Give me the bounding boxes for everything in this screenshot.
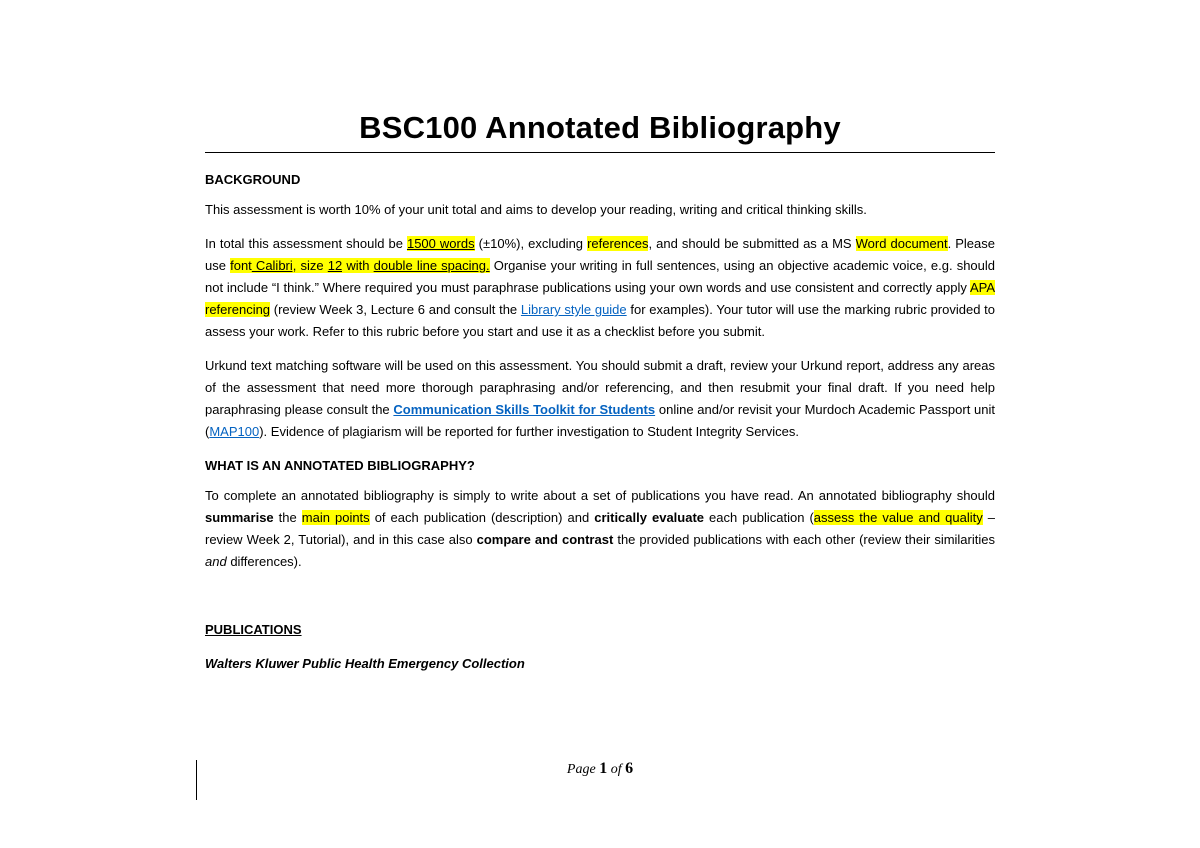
- highlight-references: references: [587, 236, 649, 251]
- highlight-word-count: 1500 words: [406, 236, 475, 251]
- document-page: [205, 100, 995, 675]
- highlight-with: with: [342, 258, 374, 273]
- page-word: Page: [566, 762, 600, 777]
- annotated-paragraph: [205, 485, 995, 573]
- text-run: To complete an annotated bibliography is simply to write about a set of publications you have read. An annotated bibliography should: [205, 488, 995, 503]
- text-run: each publication (: [704, 510, 814, 525]
- text-run: Urkund text matching software will be used on this assessment. You should submit a draft, review your Urkund report, address any areas of the assessment that need more thorough paraphrasing and/or referencing, and then resubmit your final draft. If you need help paraphrasing please consult the: [205, 358, 995, 417]
- background-paragraph-3: [205, 355, 995, 443]
- text-run: Organise your writing in full sentences, using an objective academic voice, e.g. should not include “I think.” Where required you must paraphrase publications using your own words and use consistent and correctly apply: [205, 258, 996, 295]
- highlight-assess-value: assess the value and quality: [813, 510, 983, 525]
- text-run: , and should be submitted as a MS: [648, 236, 856, 251]
- highlight-word-document: Word document: [855, 236, 948, 251]
- total-page-number: 6: [625, 760, 634, 777]
- highlight-font: font: [230, 258, 252, 273]
- highlight-size-12: 12: [327, 258, 343, 273]
- highlight-line-spacing: double line spacing.: [373, 258, 490, 273]
- highlight-size: size: [296, 258, 328, 273]
- background-heading: BACKGROUND: [205, 172, 301, 187]
- page-footer: [0, 760, 1200, 778]
- text-run: for examples). Your tutor will use the marking rubric provided to assess your work. Refer to this rubric before you start and use it as a checklist before you submit.: [205, 302, 996, 339]
- text-run: . Please use: [205, 236, 995, 273]
- text-run: the: [273, 510, 302, 525]
- document-title: BSC100 Annotated Bibliography: [205, 108, 995, 153]
- italic-and: and: [205, 554, 227, 569]
- text-run: differences).: [226, 554, 302, 569]
- text-run: the provided publications with each other (review their similarities: [613, 532, 995, 547]
- collection-title: Walters Kluwer Public Health Emergency Collection: [205, 656, 525, 671]
- text-run: – review Week 2, Tutorial), and in this case also: [205, 510, 996, 547]
- text-run: ). Evidence of plagiarism will be reported for further investigation to Student Integrity Services.: [259, 424, 799, 439]
- text-run: online and/or revisit your Murdoch Academic Passport unit (: [205, 402, 996, 439]
- bold-summarise: summarise: [205, 510, 274, 525]
- communication-toolkit-link[interactable]: Communication Skills Toolkit for Students: [393, 402, 656, 417]
- background-paragraph-2: [205, 233, 995, 343]
- bold-critically-evaluate: critically evaluate: [594, 510, 705, 525]
- bold-compare-contrast: compare and contrast: [476, 532, 614, 547]
- of-word: of: [607, 762, 626, 777]
- highlight-calibri: Calibri,: [251, 258, 297, 273]
- annotated-bibliography-heading: WHAT IS AN ANNOTATED BIBLIOGRAPHY?: [205, 458, 475, 473]
- background-paragraph-1: This assessment is worth 10% of your unit total and aims to develop your reading, writing and critical thinking skills.: [205, 202, 867, 217]
- text-run: In total this assessment should be: [205, 236, 407, 251]
- highlight-apa-referencing: APA referencing: [205, 280, 995, 317]
- text-run: (review Week 3, Lecture 6 and consult the: [270, 302, 521, 317]
- text-run: (±10%), excluding: [474, 236, 588, 251]
- publications-heading: PUBLICATIONS: [205, 622, 302, 637]
- map100-link[interactable]: MAP100: [209, 424, 260, 439]
- library-style-guide-link[interactable]: Library style guide: [520, 302, 627, 317]
- highlight-main-points: main points: [301, 510, 370, 525]
- text-run: of each publication (description) and: [369, 510, 595, 525]
- current-page-number: 1: [599, 760, 608, 777]
